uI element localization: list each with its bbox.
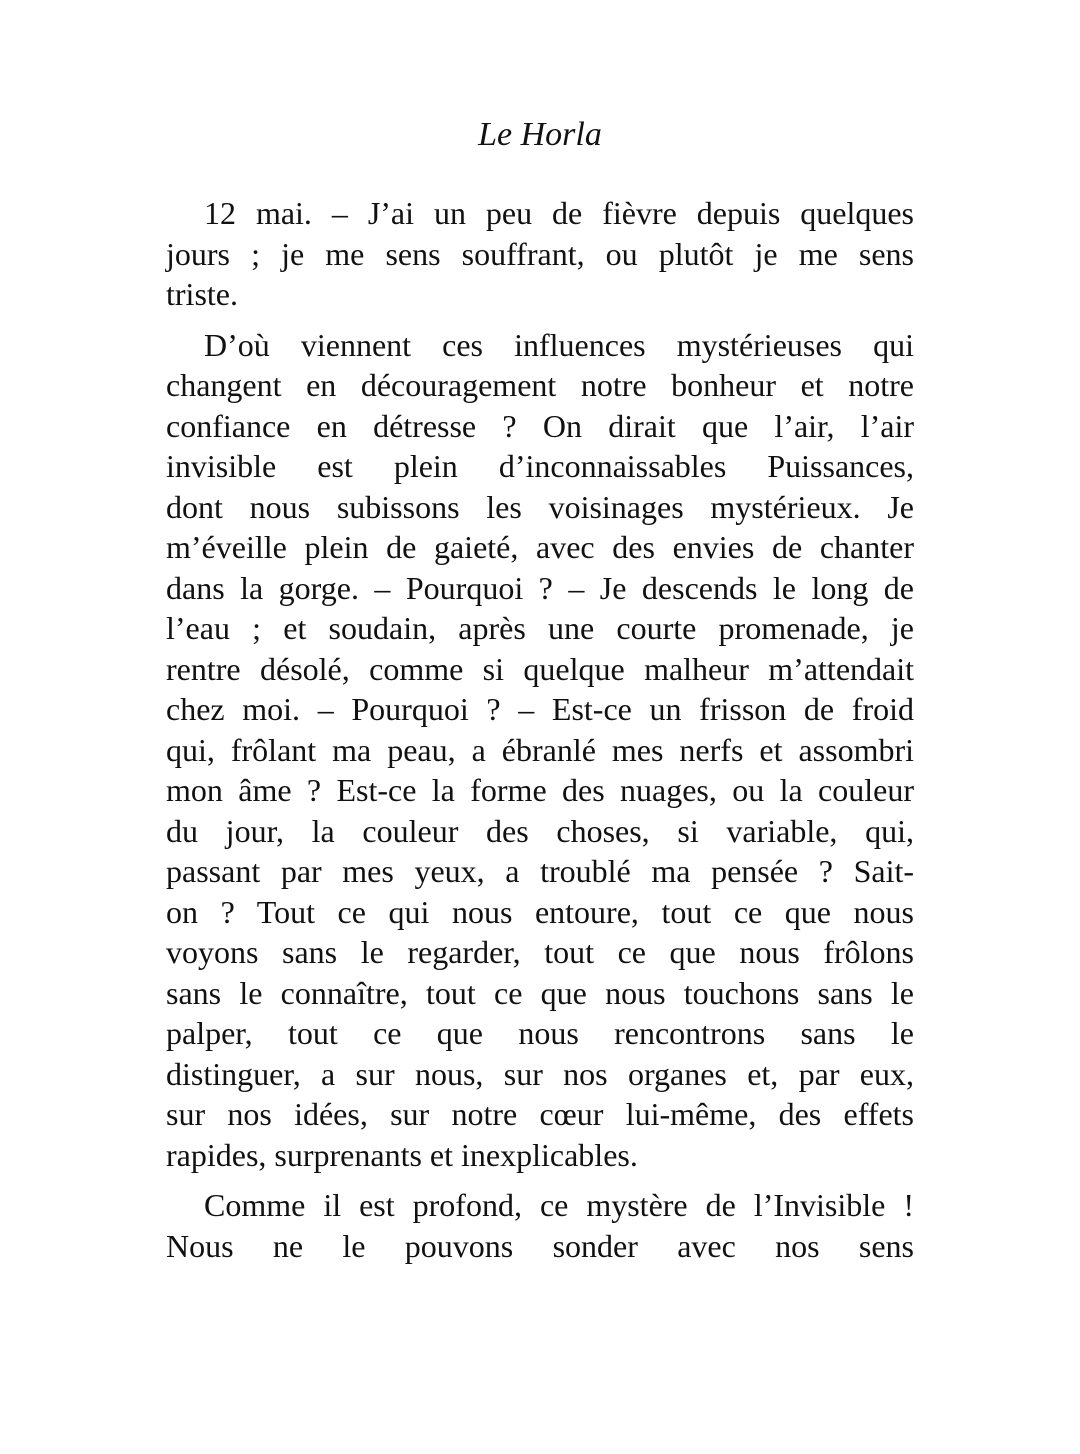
text-line: chez moi. – Pourquoi ? – Est-ce un frisson de froid [166,691,914,727]
text-line: voyons sans le regarder, tout ce que nous frôlons [166,934,914,970]
text-line: du jour, la couleur des choses, si variable, qui, [166,812,914,849]
text-line: sans le connaître, tout ce que nous touchons sans le [166,974,914,1011]
text-line: dans la gorge. – Pourquoi ? – Je descends le long de [166,569,914,606]
text-line: dont nous subissons les voisinages mystérieux. Je [166,488,914,525]
text-line: changent en découragement notre bonheur et notre [166,367,914,403]
text-line: passant par mes yeux, a troublé ma pensée ? Sait- [166,853,914,889]
text-line: distinguer, a sur nous, sur nos organes et, par eux, [166,1055,914,1092]
text-line: jours ; je me sens souffrant, ou plutôt je me sens [166,235,914,272]
text-line: Comme il est profond, ce mystère de l’Invisible ! [204,1187,914,1223]
text-line: Nous ne le pouvons sonder avec nos sens [166,1227,914,1264]
text-line: rapides, surprenants et inexplicables. [166,1136,638,1173]
text-line: qui, frôlant ma peau, a ébranlé mes nerfs et assombri [166,731,914,768]
text-line: m’éveille plein de gaieté, avec des envies de chanter [166,529,914,565]
text-line: l’eau ; et soudain, après une courte promenade, je [166,610,914,646]
text-line: on ? Tout ce qui nous entoure, tout ce que nous [166,893,914,930]
paragraph [166,1185,914,1266]
text-line: palper, tout ce que nous rencontrons sans le [166,1015,914,1051]
text-line: mon âme ? Est-ce la forme des nuages, ou la couleur [166,772,914,808]
text-line: sur nos idées, sur notre cœur lui-même, des effets [166,1096,914,1132]
paragraph [166,325,914,1176]
text-line: rentre désolé, comme si quelque malheur m’attendait [166,650,914,687]
text-line: invisible est plein d’inconnaissables Puissances, [166,448,914,484]
paragraph [166,193,914,315]
text-line: triste. [166,276,238,312]
page-body [166,193,914,1276]
text-line: 12 mai. – J’ai un peu de fièvre depuis quelques [204,195,914,231]
text-line: D’où viennent ces influences mystérieuses qui [204,326,914,363]
page-title: Le Horla [478,116,602,153]
text-line: confiance en détresse ? On dirait que l’air, l’air [166,407,914,444]
